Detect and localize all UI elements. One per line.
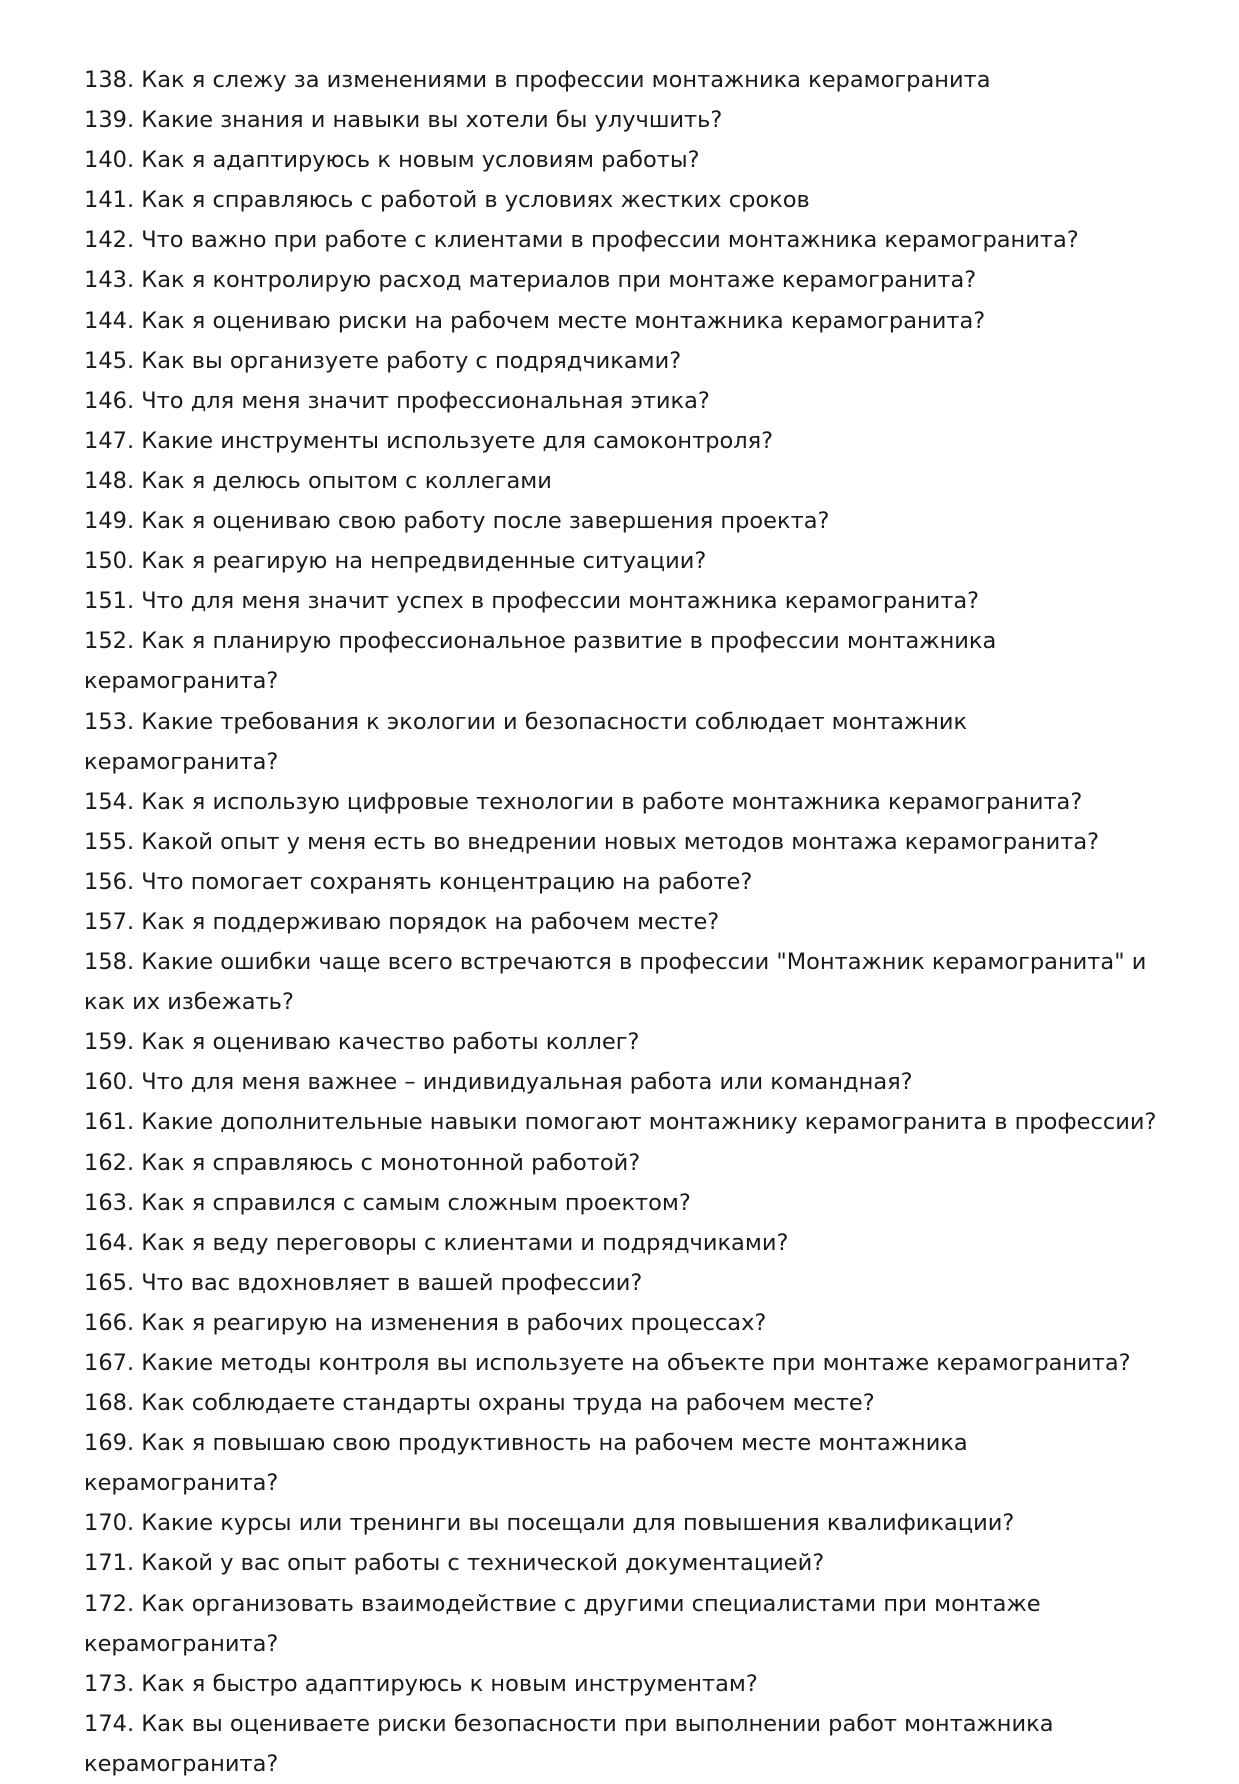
list-item: 142. Что важно при работе с клиентами в профессии монтажника керамогранита? <box>84 227 1079 254</box>
list-item: 166. Как я реагирую на изменения в рабочих процессах? <box>84 1309 767 1336</box>
list-item: 172. Как организовать взаимодействие с другими специалистами при монтаже керамогранита? <box>84 1590 1041 1657</box>
list-item: 159. Как я оцениваю качество работы коллег? <box>84 1029 640 1056</box>
list-item: 143. Как я контролирую расход материалов при монтаже керамогранита? <box>84 267 977 294</box>
list-item: 161. Какие дополнительные навыки помогают монтажнику керамогранита в профессии? <box>84 1109 1157 1136</box>
list-item: 146. Что для меня значит профессиональная этика? <box>84 387 710 414</box>
list-item: 171. Какой у вас опыт работы с технической документацией? <box>84 1550 825 1577</box>
list-item: 167. Какие методы контроля вы используете на объекте при монтаже керамогранита? <box>84 1350 1131 1376</box>
list-item: 140. Как я адаптируюсь к новым условиям работы? <box>84 147 700 174</box>
list-item: 170. Какие курсы или тренинги вы посещали для повышения квалификации? <box>84 1510 1015 1537</box>
list-item: 160. Что для меня важнее – индивидуальная работа или командная? <box>84 1069 913 1096</box>
list-item: 153. Какие требования к экологии и безопасности соблюдает монтажник керамогранита? <box>84 708 968 775</box>
list-item: 165. Что вас вдохновляет в вашей профессии? <box>84 1269 643 1296</box>
list-item: 168. Как соблюдаете стандарты охраны труда на рабочем месте? <box>84 1390 875 1417</box>
document-page <box>84 60 1164 1784</box>
list-item: 147. Какие инструменты используете для самоконтроля? <box>84 427 774 454</box>
list-item: 162. Как я справляюсь с монотонной работой? <box>84 1149 641 1176</box>
list-item: 151. Что для меня значит успех в профессии монтажника керамогранита? <box>84 588 980 615</box>
list-item: 152. Как я планирую профессиональное развитие в профессии монтажника керамогранита? <box>84 628 997 695</box>
question-list <box>84 60 1164 1784</box>
list-item: 139. Какие знания и навыки вы хотели бы улучшить? <box>84 107 723 134</box>
list-item: 155. Какой опыт у меня есть во внедрении новых методов монтажа керамогранита? <box>84 828 1100 855</box>
list-item: 144. Как я оцениваю риски на рабочем месте монтажника керамогранита? <box>84 307 986 334</box>
list-item: 138. Как я слежу за изменениями в профессии монтажника керамогранита <box>84 67 991 93</box>
list-item: 174. Как вы оцениваете риски безопасности при выполнении работ монтажника керамогранита? <box>84 1710 1054 1777</box>
list-item: 158. Какие ошибки чаще всего встречаются в профессии "Монтажник керамогранита" и как их избежать? <box>84 949 1147 1016</box>
list-item: 157. Как я поддерживаю порядок на рабочем месте? <box>84 908 720 935</box>
list-item: 173. Как я быстро адаптируюсь к новым инструментам? <box>84 1670 758 1697</box>
list-item: 149. Как я оцениваю свою работу после завершения проекта? <box>84 508 830 535</box>
list-item: 169. Как я повышаю свою продуктивность на рабочем месте монтажника керамогранита? <box>84 1430 968 1497</box>
list-item: 141. Как я справляюсь с работой в условиях жестких сроков <box>84 187 810 214</box>
list-item: 150. Как я реагирую на непредвиденные ситуации? <box>84 548 707 575</box>
list-item: 154. Как я использую цифровые технологии в работе монтажника керамогранита? <box>84 788 1083 815</box>
list-item: 156. Что помогает сохранять концентрацию на работе? <box>84 868 753 895</box>
list-item: 163. Как я справился с самым сложным проектом? <box>84 1189 691 1216</box>
list-item: 148. Как я делюсь опытом с коллегами <box>84 467 552 494</box>
list-item: 164. Как я веду переговоры с клиентами и подрядчиками? <box>84 1229 789 1256</box>
list-item: 145. Как вы организуете работу с подрядчиками? <box>84 347 682 374</box>
